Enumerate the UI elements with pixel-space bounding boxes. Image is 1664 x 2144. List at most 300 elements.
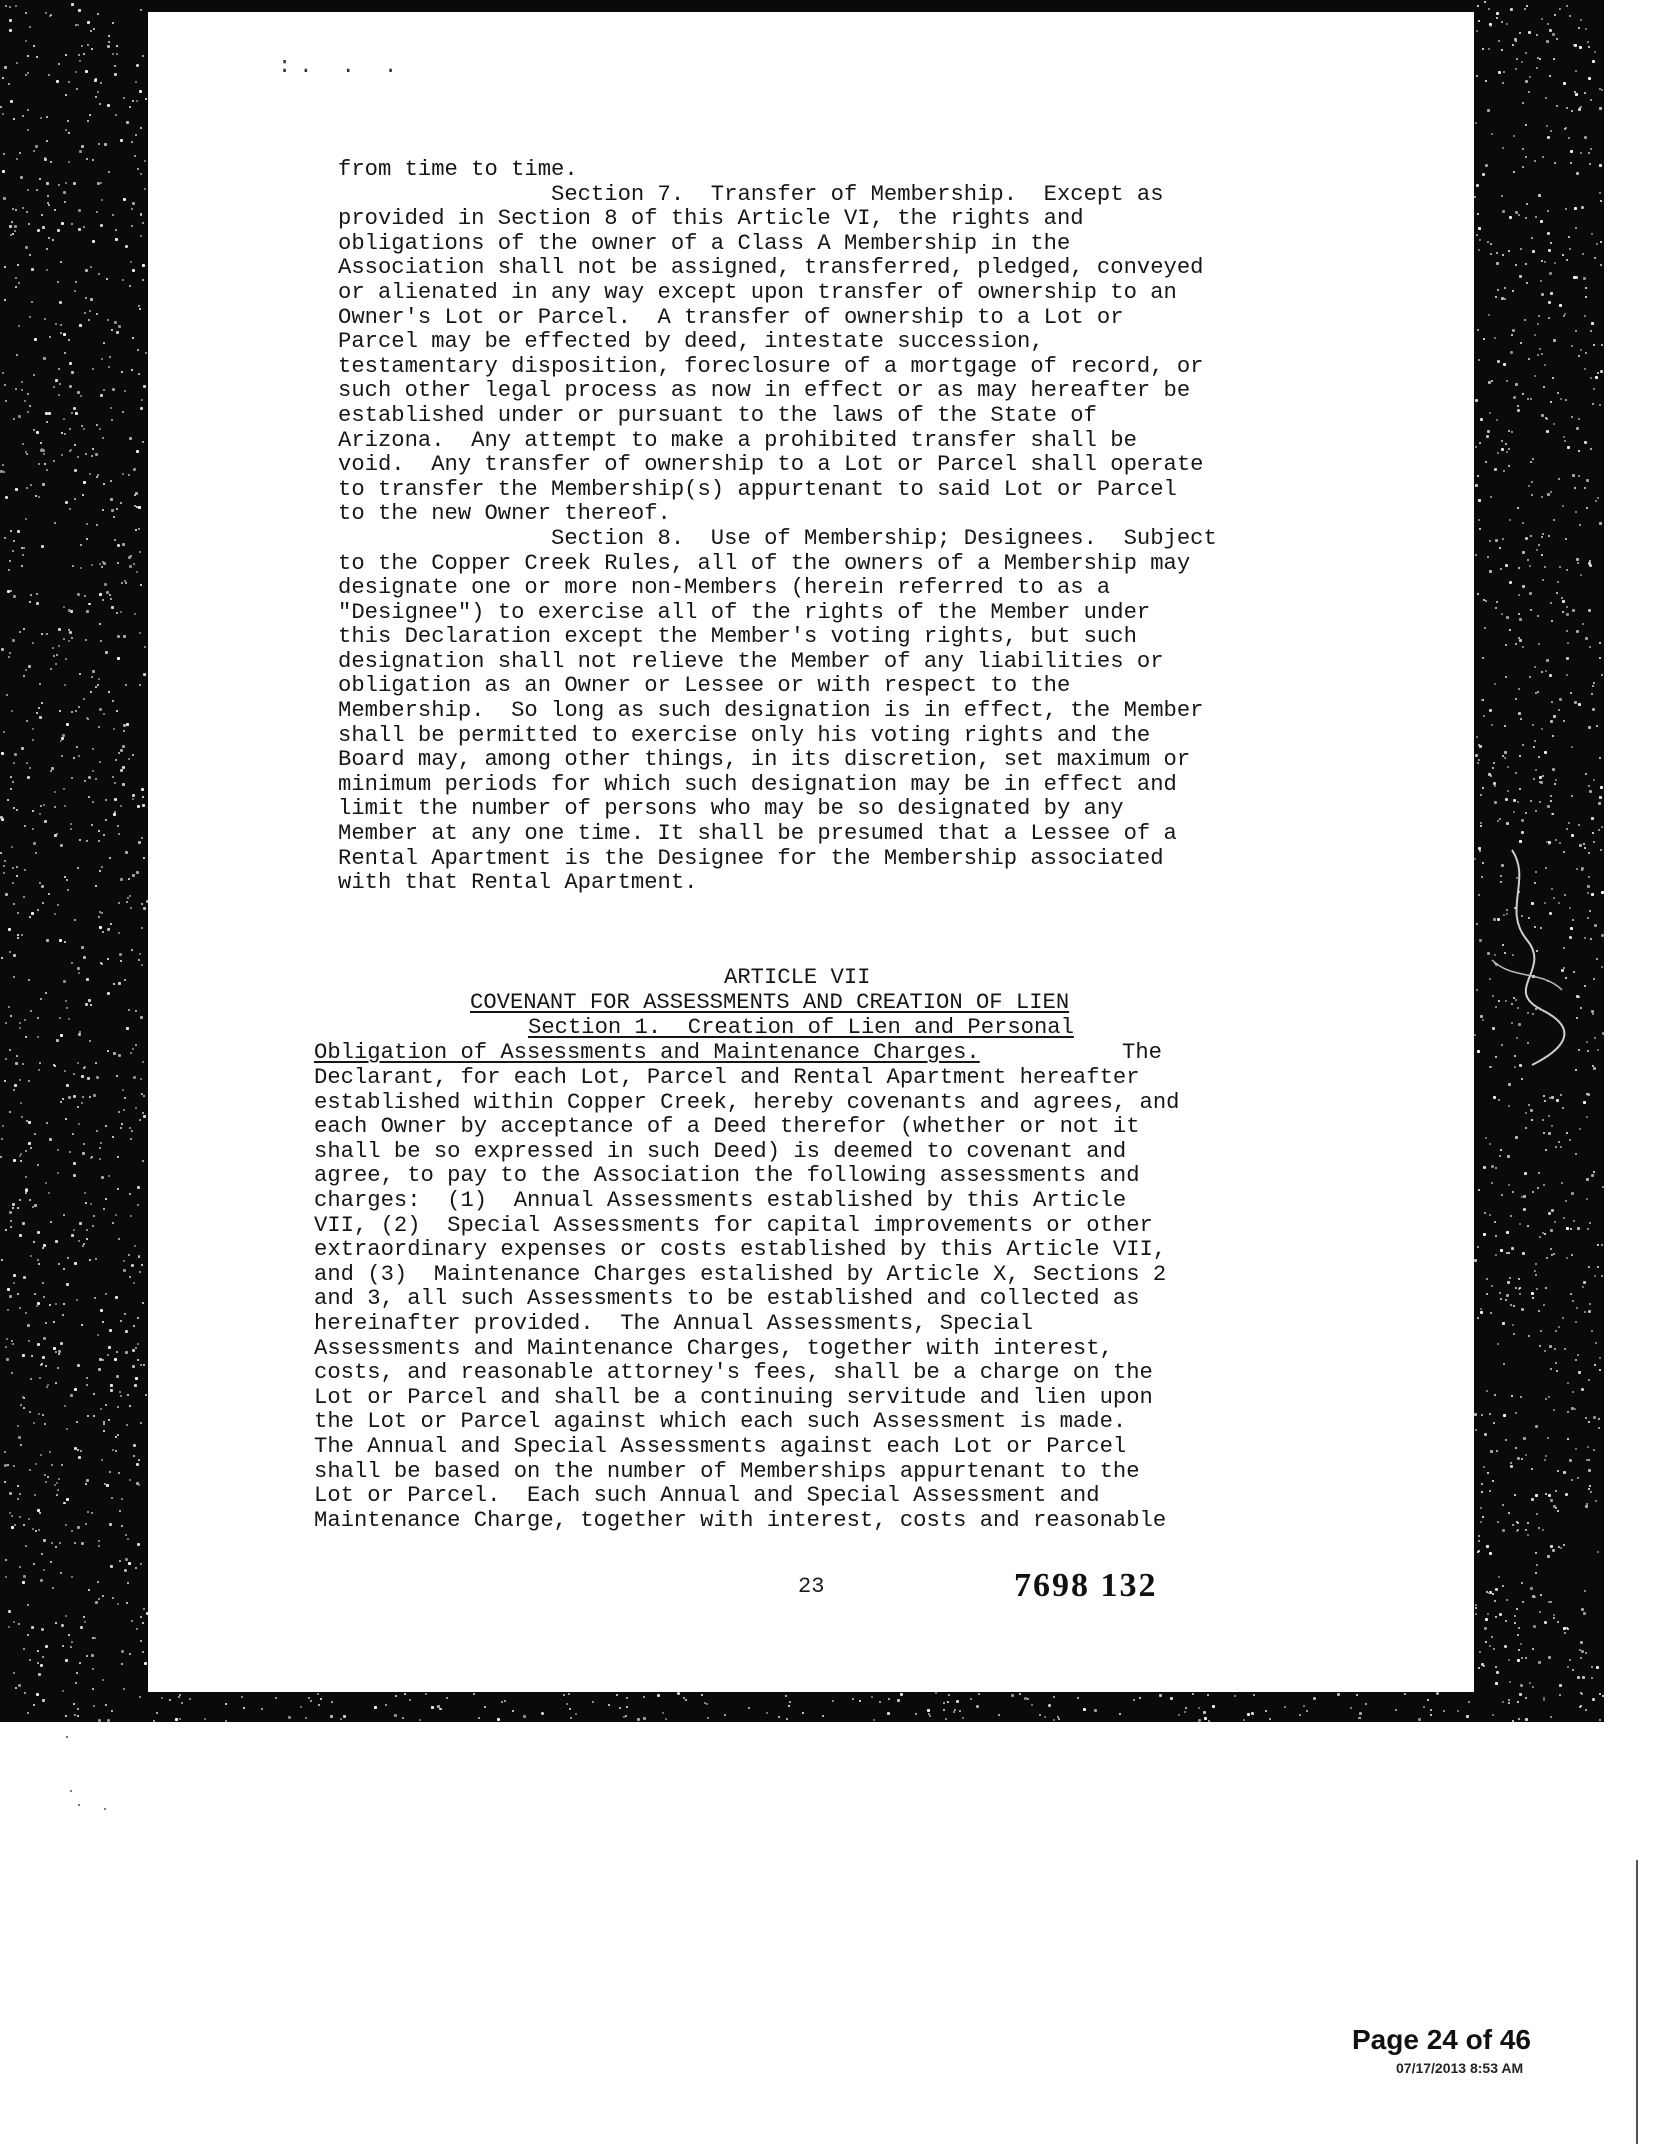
scan-speckle (132, 874, 135, 877)
scan-speckle (69, 508, 71, 510)
scan-speckle (140, 1563, 142, 1565)
scan-speckle (139, 1119, 141, 1121)
scan-speckle (62, 1098, 64, 1100)
scan-speckle (1522, 522, 1524, 524)
scan-speckle (512, 1710, 514, 1712)
scan-speckle (1532, 1191, 1534, 1193)
scan-speckle (37, 1164, 39, 1166)
scan-speckle (701, 1694, 703, 1696)
scan-speckle (58, 63, 60, 65)
scan-speckle (1514, 1494, 1516, 1496)
scan-speckle (114, 1358, 117, 1361)
scan-speckle (1571, 795, 1573, 797)
scan-speckle (1544, 566, 1546, 568)
scan-speckle (1495, 296, 1497, 298)
scan-speckle (1510, 351, 1513, 354)
scan-speckle (140, 1016, 143, 1019)
scan-speckle (54, 1065, 56, 1067)
scan-speckle (12, 1203, 15, 1206)
scan-speckle (1541, 414, 1544, 417)
scan-speckle (1592, 1013, 1594, 1015)
scan-speckle (55, 1351, 57, 1353)
scan-speckle (1502, 538, 1504, 540)
scan-speckle (5, 5, 7, 7)
scan-speckle (300, 1706, 302, 1708)
scan-speckle (129, 1276, 131, 1278)
scan-speckle (141, 837, 143, 839)
scan-speckle (7, 1288, 10, 1291)
scan-speckle (1556, 592, 1558, 594)
scan-speckle (1485, 1618, 1488, 1621)
scan-speckle (30, 1010, 32, 1012)
scan-speckle (1556, 105, 1558, 107)
scan-speckle (1553, 519, 1555, 521)
scan-speckle (115, 1296, 118, 1299)
scan-speckle (65, 1659, 68, 1662)
scan-speckle (1547, 493, 1550, 496)
scan-speckle (1575, 1321, 1577, 1323)
scan-speckle (93, 1705, 95, 1707)
scan-speckle (70, 823, 72, 825)
scan-speckle (100, 1309, 103, 1312)
scan-speckle (81, 946, 84, 949)
scan-speckle (1496, 1450, 1498, 1452)
scan-speckle (121, 1663, 123, 1665)
scan-speckle (6, 1358, 9, 1361)
scan-speckle (27, 1604, 29, 1606)
scan-speckle (1481, 1491, 1483, 1493)
scan-speckle (1578, 703, 1581, 706)
scan-speckle (1581, 1608, 1584, 1611)
scan-speckle (137, 1359, 139, 1361)
scan-speckle (1532, 1648, 1534, 1650)
scan-speckle (117, 1156, 119, 1158)
scan-speckle (68, 609, 71, 612)
scan-speckle (1529, 565, 1531, 567)
scan-speckle (112, 1597, 114, 1599)
scan-speckle (1550, 1545, 1553, 1548)
scan-speckle (71, 3, 74, 6)
scan-speckle (14, 753, 17, 756)
scan-speckle (1, 1138, 3, 1140)
scan-speckle (1566, 569, 1568, 571)
scan-speckle (46, 1386, 48, 1388)
scan-speckle (1571, 416, 1573, 418)
scan-speckle (1502, 1529, 1505, 1532)
scan-speckle (49, 336, 51, 338)
scan-speckle (1517, 1522, 1519, 1524)
scan-speckle (1508, 1702, 1510, 1704)
scan-speckle (37, 909, 39, 911)
scan-speckle (61, 432, 63, 434)
scan-speckle (103, 483, 105, 485)
footer-page-label: Page 24 of 46 (1352, 2024, 1531, 2055)
scan-speckle (1543, 386, 1545, 388)
scan-speckle (1487, 241, 1489, 243)
scan-speckle (64, 684, 66, 686)
scan-speckle (59, 710, 61, 712)
scan-speckle (1508, 1184, 1510, 1186)
scan-speckle (19, 1516, 21, 1518)
scan-speckle (117, 657, 120, 660)
scan-speckle (1518, 1627, 1520, 1629)
scan-speckle (8, 83, 10, 85)
scan-speckle (1510, 1462, 1512, 1464)
scan-speckle (1489, 1214, 1491, 1216)
scan-speckle (44, 1423, 46, 1425)
scan-speckle (1484, 627, 1486, 629)
scan-speckle (69, 428, 71, 430)
scan-speckle (49, 1451, 51, 1453)
scan-speckle (117, 1603, 119, 1605)
scan-speckle (1477, 593, 1479, 595)
scan-speckle (1564, 1632, 1566, 1634)
scan-speckle (1253, 1694, 1255, 1696)
scan-speckle (1504, 751, 1507, 754)
scan-speckle (1531, 1468, 1533, 1470)
scan-speckle (140, 1364, 142, 1366)
scan-speckle (98, 726, 100, 728)
scan-speckle (92, 801, 94, 803)
scan-speckle (130, 1052, 132, 1054)
scan-speckle (1541, 18, 1543, 20)
scan-speckle (1547, 210, 1549, 212)
scan-speckle (1479, 239, 1481, 241)
scan-speckle (141, 1264, 143, 1266)
scan-speckle (1587, 1093, 1590, 1096)
scan-speckle (60, 844, 63, 847)
scan-speckle (119, 1510, 121, 1512)
scan-speckle (1491, 1182, 1493, 1184)
scan-speckle (99, 1147, 101, 1149)
scan-speckle (56, 1482, 58, 1484)
scan-speckle (1490, 1450, 1493, 1453)
scan-speckle (133, 1325, 135, 1327)
scan-speckle (1478, 519, 1480, 521)
scan-speckle (103, 389, 105, 391)
scan-speckle (103, 713, 105, 715)
scan-speckle (131, 208, 133, 210)
scan-speckle (115, 1450, 117, 1452)
scan-speckle (1563, 1471, 1566, 1474)
scan-speckle (41, 885, 44, 888)
scan-speckle (43, 1539, 46, 1542)
scan-speckle (1495, 1167, 1497, 1169)
scan-speckle (1487, 430, 1490, 433)
scan-speckle (130, 907, 132, 909)
scan-speckle (1545, 1149, 1547, 1151)
section-1-heading-line-1: Section 1. Creation of Lien and Personal (528, 1015, 1074, 1040)
scan-speckle (1544, 1350, 1546, 1352)
scan-speckle (1559, 1684, 1562, 1687)
scan-speckle (1598, 1418, 1600, 1420)
scan-speckle (1563, 720, 1565, 722)
scan-speckle (1139, 1697, 1141, 1699)
scan-speckle (1529, 592, 1532, 595)
scan-speckle (1566, 613, 1569, 616)
scan-speckle (1575, 1359, 1577, 1361)
scan-speckle (13, 540, 15, 542)
scan-speckle (1536, 34, 1538, 36)
scan-speckle (1485, 80, 1487, 82)
scan-speckle (1204, 1717, 1207, 1720)
scan-speckle (1566, 630, 1568, 632)
scan-speckle (115, 238, 118, 241)
scan-speckle (3, 731, 5, 733)
scan-speckle (1119, 1713, 1121, 1715)
scan-speckle (1600, 241, 1602, 243)
scan-speckle (34, 338, 37, 341)
scan-speckle (1514, 38, 1517, 41)
scan-edge-line (1636, 1860, 1638, 2144)
scan-speckle (1487, 1613, 1489, 1615)
scan-speckle (962, 1717, 964, 1719)
scan-speckle (1356, 1694, 1358, 1696)
scan-speckle (135, 1044, 137, 1046)
scan-speckle (73, 407, 76, 410)
scan-speckle (12, 208, 14, 210)
scan-speckle (1526, 282, 1528, 284)
scan-speckle (1524, 1172, 1527, 1175)
scan-speckle (65, 1524, 67, 1526)
scan-speckle (40, 1454, 42, 1456)
scan-speckle (11, 1515, 13, 1517)
scan-speckle (1489, 1645, 1491, 1647)
scan-speckle (123, 1260, 125, 1262)
scratch-mark-icon (1472, 840, 1592, 1070)
scan-speckle (140, 235, 142, 237)
scan-speckle (1468, 1701, 1470, 1703)
scan-speckle (1499, 1292, 1501, 1294)
scan-speckle (1585, 1652, 1587, 1654)
scan-speckle (122, 1089, 124, 1091)
scan-speckle (724, 1714, 726, 1716)
scan-speckle (1530, 800, 1532, 802)
scan-speckle (1575, 70, 1577, 72)
scan-speckle (87, 718, 89, 720)
scan-speckle (1513, 811, 1515, 813)
scan-speckle (1265, 1710, 1267, 1712)
scan-speckle (1577, 1477, 1579, 1479)
scan-speckle (60, 324, 62, 326)
scan-speckle (74, 1714, 76, 1716)
scan-speckle (83, 1243, 85, 1245)
scan-speckle (643, 1696, 645, 1698)
scan-speckle (137, 1186, 140, 1189)
scan-speckle (131, 1264, 134, 1267)
scan-speckle (73, 1095, 76, 1098)
scan-speckle (9, 1111, 11, 1113)
scan-speckle (1522, 166, 1524, 168)
scan-speckle (19, 1199, 21, 1201)
scan-speckle (19, 1307, 21, 1309)
scan-speckle (1553, 1253, 1555, 1255)
scan-speckle (1509, 216, 1512, 219)
scan-speckle (87, 120, 89, 122)
scan-speckle (12, 550, 14, 552)
scan-speckle (261, 1708, 263, 1710)
scan-speckle (120, 960, 122, 962)
scan-speckle (1522, 744, 1524, 746)
scan-speckle (37, 1036, 39, 1038)
scan-speckle (7, 590, 10, 593)
scan-speckle (23, 675, 25, 677)
scan-speckle (1557, 392, 1559, 394)
scan-speckle (44, 1474, 46, 1476)
scan-speckle (111, 1710, 113, 1712)
scan-speckle (1559, 566, 1561, 568)
scan-speckle (1577, 1227, 1580, 1230)
scan-speckle (118, 1472, 120, 1474)
scan-speckle (28, 1518, 30, 1520)
scan-speckle (113, 728, 115, 730)
scan-speckle (128, 878, 130, 880)
scan-speckle (9, 560, 11, 562)
scan-speckle (1594, 51, 1596, 53)
scan-speckle (1475, 554, 1477, 556)
scan-speckle (50, 14, 52, 16)
scan-speckle (141, 903, 143, 905)
scan-speckle (425, 1693, 427, 1695)
scan-speckle (96, 424, 98, 426)
scan-speckle (7, 799, 9, 801)
scan-speckle (523, 1715, 526, 1718)
scan-speckle (1588, 1488, 1590, 1490)
section-1-heading-trailing-word: The (1122, 1040, 1162, 1065)
scan-speckle (9, 1492, 12, 1495)
scan-speckle (77, 967, 80, 970)
scan-speckle (1306, 1710, 1308, 1712)
scan-speckle (1547, 1437, 1549, 1439)
scan-speckle (95, 1602, 97, 1604)
scan-speckle (54, 913, 56, 915)
scan-speckle (17, 1498, 19, 1500)
scan-speckle (102, 437, 104, 439)
scan-speckle (85, 1003, 88, 1006)
scan-speckle (1580, 1641, 1583, 1644)
scan-speckle (139, 632, 141, 634)
scan-speckle (8, 1626, 10, 1628)
scan-speckle (43, 1296, 45, 1298)
scan-speckle (15, 488, 18, 491)
scan-speckle (117, 1406, 119, 1408)
scan-speckle (1519, 639, 1522, 642)
scan-speckle (60, 1342, 63, 1345)
article-subtitle: COVENANT FOR ASSESSMENTS AND CREATION OF LIEN (470, 990, 1070, 1015)
scan-speckle (1500, 568, 1502, 570)
scan-speckle (1571, 746, 1573, 748)
scan-speckle (18, 1436, 21, 1439)
scan-speckle (1478, 1540, 1480, 1542)
scan-speckle (241, 1696, 243, 1698)
scan-speckle (106, 278, 108, 280)
scan-speckle (101, 566, 103, 568)
scan-speckle (65, 1118, 67, 1120)
scan-speckle (22, 207, 24, 209)
scan-speckle (75, 281, 77, 283)
scan-speckle (1558, 478, 1560, 480)
scan-speckle (1525, 1718, 1528, 1721)
scan-speckle (1497, 820, 1499, 822)
scan-speckle (38, 1529, 40, 1531)
scan-speckle (128, 1009, 130, 1011)
scan-speckle (1532, 1686, 1534, 1688)
scan-speckle (13, 954, 16, 957)
scan-speckle (1489, 709, 1492, 712)
scan-speckle (1508, 465, 1510, 467)
scan-speckle (1502, 1322, 1505, 1325)
scan-speckle (116, 1351, 118, 1353)
scan-speckle (1501, 49, 1503, 51)
scan-speckle (68, 1018, 70, 1020)
scan-speckle (563, 1694, 565, 1696)
scan-speckle (10, 788, 12, 790)
scan-speckle (10, 1015, 12, 1017)
scan-speckle (65, 1000, 67, 1002)
scan-speckle (1579, 1128, 1581, 1130)
scan-speckle (1539, 801, 1541, 803)
scan-speckle (25, 1192, 27, 1194)
scan-speckle (40, 117, 42, 119)
scan-speckle (55, 1240, 58, 1243)
scan-speckle (1520, 1396, 1522, 1398)
scan-speckle (1133, 1699, 1135, 1701)
scan-speckle (575, 1713, 577, 1715)
scan-speckle (64, 876, 66, 878)
scan-speckle (45, 1645, 48, 1648)
scan-speckle (133, 468, 136, 471)
scan-speckle (1505, 1620, 1507, 1622)
scan-speckle (1544, 1233, 1546, 1235)
scan-speckle (96, 1130, 98, 1132)
scan-speckle (1495, 1666, 1497, 1668)
scan-speckle (9, 1295, 12, 1298)
scan-speckle (1535, 1425, 1538, 1428)
scan-speckle (39, 1062, 41, 1064)
scan-speckle (62, 1645, 64, 1647)
scan-speckle (15, 286, 17, 288)
scan-speckle (1475, 754, 1478, 757)
scan-speckle (1528, 358, 1530, 360)
scan-speckle (1505, 644, 1507, 646)
scan-speckle (14, 230, 16, 232)
scan-speckle (1533, 778, 1535, 780)
scan-speckle (130, 555, 132, 557)
scan-speckle (86, 158, 88, 160)
scan-speckle (93, 1415, 95, 1417)
scan-speckle (1578, 355, 1580, 357)
scan-speckle (1550, 1368, 1552, 1370)
scan-speckle (927, 1709, 930, 1712)
scan-speckle (1243, 1719, 1245, 1721)
scan-speckle (1574, 701, 1577, 704)
scan-speckle (1567, 1666, 1569, 1668)
scan-speckle (85, 1523, 87, 1525)
scan-speckle (95, 78, 97, 80)
scan-speckle (87, 21, 90, 24)
scan-speckle (95, 1258, 97, 1260)
scan-speckle (116, 53, 118, 55)
scan-speckle (101, 866, 103, 868)
scan-speckle (1475, 446, 1477, 448)
scan-speckle (129, 285, 131, 287)
scan-speckle (1502, 147, 1504, 149)
scan-speckle (1495, 539, 1498, 542)
scan-speckle (36, 712, 38, 714)
scan-speckle (1585, 637, 1588, 640)
scan-speckle (31, 912, 34, 915)
scan-speckle (1590, 330, 1592, 332)
